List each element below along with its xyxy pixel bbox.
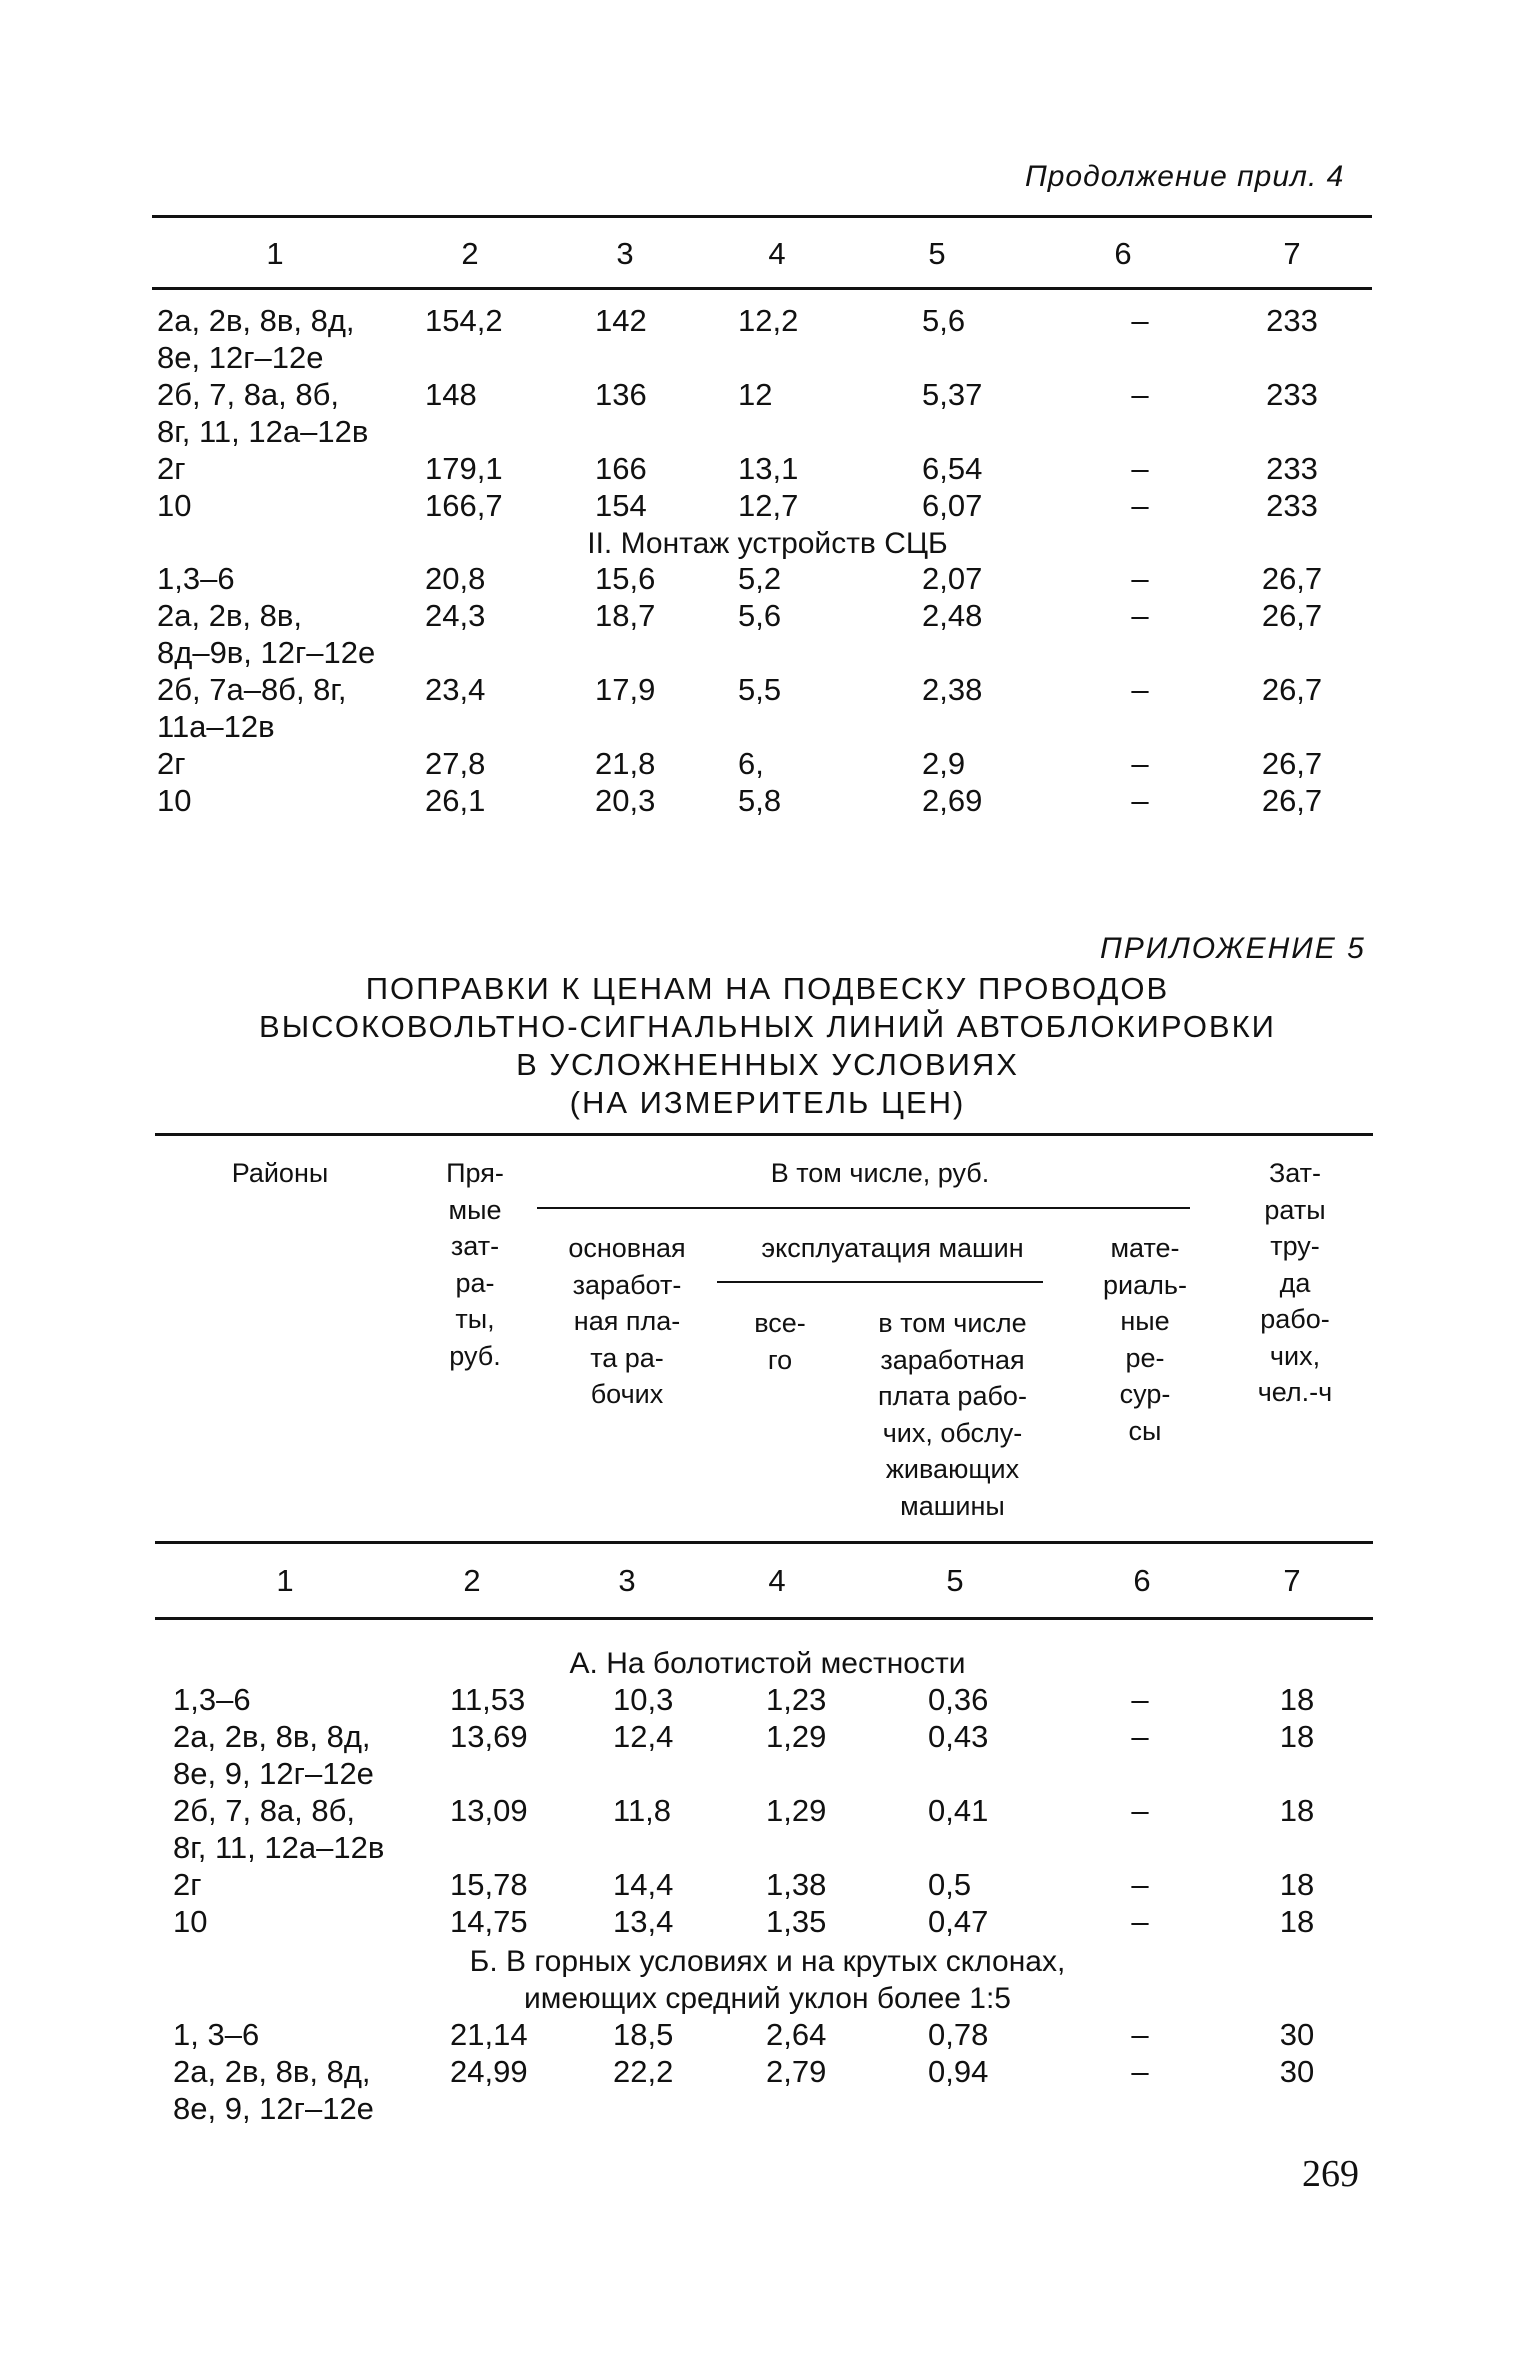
row-value-v2: 24,99 <box>450 2054 528 2089</box>
row-value-v3: 13,4 <box>613 1904 674 1939</box>
row-value-v2: 13,69 <box>450 1719 528 1754</box>
row-value-v2: 14,75 <box>450 1904 528 1939</box>
row-value-v3: 10,3 <box>613 1682 674 1717</box>
row-region: 8д–9в, 12г–12е <box>157 635 376 670</box>
page-number: 269 <box>1302 2153 1359 2195</box>
table2-col-number: 2 <box>463 1563 481 1598</box>
header-machine-rule <box>717 1281 1043 1283</box>
row-value-v6: – <box>1131 598 1149 633</box>
row-region: 2б, 7а–8б, 8г, <box>157 672 347 707</box>
row-value-v7: 26,7 <box>1261 783 1323 818</box>
header-labor: Зат- раты тру- да рабо- чих, чел.-ч <box>1257 1158 1333 1407</box>
row-value-v5: 2,9 <box>922 746 966 781</box>
row-value-v5: 0,94 <box>928 2054 989 2089</box>
row-value-v5: 6,54 <box>922 451 983 486</box>
row-value-v5: 2,38 <box>922 672 983 707</box>
header-incl: В том числе, руб. <box>770 1158 990 1188</box>
row-value-v2: 26,1 <box>425 783 486 818</box>
row-region: 10 <box>157 783 192 818</box>
row-region: 2а, 2в, 8в, 8д, <box>173 2054 371 2089</box>
appendix-title-line: (НА ИЗМЕРИТЕЛЬ ЦЕН) <box>569 1085 966 1120</box>
row-value-v5: 2,07 <box>922 561 983 596</box>
appendix-label: ПРИЛОЖЕНИЕ 5 <box>1100 932 1366 965</box>
header-direct-costs: Пря- мые зат- ра- ты, руб. <box>446 1158 504 1371</box>
header-basic-wage: основная заработ- ная пла- та ра- бочих <box>568 1233 686 1409</box>
row-value-v4: 1,35 <box>766 1904 827 1939</box>
header-machine-operation: эксплуатация машин <box>761 1233 1024 1263</box>
table1-col-number: 5 <box>928 236 946 271</box>
row-value-v3: 154 <box>595 488 647 523</box>
row-region: 8е, 12г–12е <box>157 340 324 375</box>
row-value-v5: 2,69 <box>922 783 983 818</box>
row-value-v3: 18,7 <box>595 598 656 633</box>
row-region: 2г <box>157 746 186 781</box>
row-value-v4: 13,1 <box>738 451 799 486</box>
row-value-v2: 166,7 <box>425 488 503 523</box>
row-region: 2б, 7, 8а, 8б, <box>157 377 340 412</box>
table1-col-number: 2 <box>461 236 479 271</box>
row-value-v5: 5,37 <box>922 377 983 412</box>
row-region: 8г, 11, 12а–12в <box>173 1830 385 1865</box>
row-value-v6: – <box>1131 746 1149 781</box>
row-value-v7: 233 <box>1266 488 1318 523</box>
row-value-v4: 1,29 <box>766 1793 827 1828</box>
row-value-v2: 13,09 <box>450 1793 528 1828</box>
row-value-v2: 179,1 <box>425 451 503 486</box>
row-value-v6: – <box>1131 1904 1149 1939</box>
row-value-v6: – <box>1131 783 1149 818</box>
row-region: 2а, 2в, 8в, <box>157 598 302 633</box>
row-value-v3: 11,8 <box>613 1793 672 1828</box>
row-value-v4: 5,8 <box>738 783 782 818</box>
table2-header-rule <box>155 1541 1373 1544</box>
section-b-line: имеющих средний уклон более 1:5 <box>524 1982 1011 2015</box>
row-value-v7: 26,7 <box>1261 561 1323 596</box>
row-region: 8г, 11, 12а–12в <box>157 414 369 449</box>
row-value-v2: 27,8 <box>425 746 486 781</box>
row-value-v7: 233 <box>1266 303 1318 338</box>
row-value-v5: 0,43 <box>928 1719 989 1754</box>
row-value-v3: 12,4 <box>613 1719 674 1754</box>
table1-col-number: 1 <box>266 236 284 271</box>
row-value-v7: 18 <box>1279 1904 1315 1939</box>
row-value-v5: 0,41 <box>928 1793 989 1828</box>
row-value-v5: 0,36 <box>928 1682 989 1717</box>
row-region: 2г <box>157 451 186 486</box>
row-value-v4: 12,7 <box>738 488 799 523</box>
header-materials: мате- риаль- ные ре- сур- сы <box>1103 1233 1187 1446</box>
row-value-v6: – <box>1131 488 1149 523</box>
row-value-v5: 0,47 <box>928 1904 989 1939</box>
row-value-v7: 18 <box>1279 1719 1315 1754</box>
table1-header-rule <box>152 287 1372 290</box>
row-value-v3: 21,8 <box>595 746 656 781</box>
row-value-v4: 1,23 <box>766 1682 827 1717</box>
row-value-v6: – <box>1131 451 1149 486</box>
row-value-v7: 18 <box>1279 1867 1315 1902</box>
row-value-v2: 15,78 <box>450 1867 528 1902</box>
header-total: все- го <box>754 1308 806 1375</box>
row-value-v5: 6,07 <box>922 488 983 523</box>
row-value-v4: 6, <box>738 746 764 781</box>
header-incl-rule <box>537 1207 1190 1209</box>
row-value-v4: 1,29 <box>766 1719 827 1754</box>
row-region: 2г <box>173 1867 202 1902</box>
row-value-v6: – <box>1131 1719 1149 1754</box>
row-value-v6: – <box>1131 2017 1149 2052</box>
row-value-v5: 5,6 <box>922 303 966 338</box>
row-value-v3: 18,5 <box>613 2017 674 2052</box>
row-value-v4: 12,2 <box>738 303 799 338</box>
row-region: 2а, 2в, 8в, 8д, <box>157 303 355 338</box>
row-value-v4: 1,38 <box>766 1867 827 1902</box>
row-region: 2б, 7, 8а, 8б, <box>173 1793 356 1828</box>
row-region: 8е, 9, 12г–12е <box>173 2091 374 2126</box>
row-region: 2а, 2в, 8в, 8д, <box>173 1719 371 1754</box>
section-b-line: Б. В горных условиях и на крутых склонах, <box>469 1945 1066 1978</box>
row-value-v4: 2,79 <box>766 2054 827 2089</box>
row-value-v4: 12 <box>738 377 773 412</box>
table2-top-rule <box>155 1133 1373 1136</box>
row-value-v3: 22,2 <box>613 2054 674 2089</box>
row-region: 8е, 9, 12г–12е <box>173 1756 374 1791</box>
continuation-label: Продолжение прил. 4 <box>1025 160 1345 193</box>
row-value-v5: 0,78 <box>928 2017 989 2052</box>
appendix-title-line: В УСЛОЖНЕННЫХ УСЛОВИЯХ <box>516 1047 1019 1082</box>
table1-top-rule <box>152 215 1372 218</box>
row-value-v6: – <box>1131 303 1149 338</box>
table2-col-number: 7 <box>1283 1563 1301 1598</box>
row-value-v7: 26,7 <box>1261 598 1323 633</box>
row-region: 10 <box>173 1904 208 1939</box>
table1-col-number: 3 <box>616 236 634 271</box>
row-value-v7: 26,7 <box>1261 672 1323 707</box>
row-value-v4: 2,64 <box>766 2017 827 2052</box>
row-value-v6: – <box>1131 672 1149 707</box>
row-value-v2: 20,8 <box>425 561 486 596</box>
row-value-v3: 142 <box>595 303 647 338</box>
row-value-v3: 166 <box>595 451 647 486</box>
row-value-v7: 233 <box>1266 377 1318 412</box>
header-regions: Районы <box>231 1158 329 1188</box>
row-value-v7: 18 <box>1279 1682 1315 1717</box>
row-value-v7: 26,7 <box>1261 746 1323 781</box>
table2-col-number: 5 <box>946 1563 964 1598</box>
row-value-v2: 24,3 <box>425 598 486 633</box>
header-incl-wage: в том числе заработная плата рабо- чих, обслу- живающих машины <box>878 1308 1027 1521</box>
row-value-v3: 136 <box>595 377 647 412</box>
row-region: 1, 3–6 <box>173 2017 260 2052</box>
appendix-title-line: ПОПРАВКИ К ЦЕНАМ НА ПОДВЕСКУ ПРОВОДОВ <box>365 971 1170 1006</box>
row-value-v6: – <box>1131 2054 1149 2089</box>
row-region: 11а–12в <box>157 709 275 744</box>
table2-section-a: А. На болотистой местности <box>569 1647 966 1680</box>
row-value-v3: 15,6 <box>595 561 656 596</box>
table2-col-number: 1 <box>276 1563 294 1598</box>
table2-col-number: 4 <box>768 1563 786 1598</box>
table2-numbers-rule <box>155 1617 1373 1620</box>
row-value-v5: 2,48 <box>922 598 983 633</box>
row-value-v2: 154,2 <box>425 303 503 338</box>
table2-col-number: 6 <box>1133 1563 1151 1598</box>
row-value-v6: – <box>1131 1793 1149 1828</box>
row-value-v6: – <box>1131 1682 1149 1717</box>
row-value-v2: 11,53 <box>450 1682 526 1717</box>
row-value-v7: 233 <box>1266 451 1318 486</box>
row-region: 10 <box>157 488 192 523</box>
row-value-v4: 5,2 <box>738 561 782 596</box>
row-value-v3: 14,4 <box>613 1867 674 1902</box>
row-value-v7: 18 <box>1279 1793 1315 1828</box>
row-value-v6: – <box>1131 561 1149 596</box>
row-value-v3: 17,9 <box>595 672 656 707</box>
table2-col-number: 3 <box>618 1563 636 1598</box>
row-value-v6: – <box>1131 377 1149 412</box>
row-region: 1,3–6 <box>157 561 235 596</box>
row-value-v3: 20,3 <box>595 783 656 818</box>
row-value-v4: 5,6 <box>738 598 782 633</box>
row-value-v6: – <box>1131 1867 1149 1902</box>
row-value-v5: 0,5 <box>928 1867 972 1902</box>
row-value-v2: 148 <box>425 377 477 412</box>
row-value-v2: 21,14 <box>450 2017 528 2052</box>
row-region: 1,3–6 <box>173 1682 251 1717</box>
table1-col-number: 7 <box>1283 236 1301 271</box>
row-value-v2: 23,4 <box>425 672 486 707</box>
row-value-v7: 30 <box>1279 2017 1315 2052</box>
table1-col-number: 4 <box>768 236 786 271</box>
row-value-v7: 30 <box>1279 2054 1315 2089</box>
table1-section-ii: II. Монтаж устройств СЦБ <box>587 527 948 560</box>
row-value-v4: 5,5 <box>738 672 782 707</box>
appendix-title-line: ВЫСОКОВОЛЬТНО-СИГНАЛЬНЫХ ЛИНИЙ АВТОБЛОКИРОВКИ <box>259 1009 1276 1044</box>
table1-col-number: 6 <box>1114 236 1132 271</box>
